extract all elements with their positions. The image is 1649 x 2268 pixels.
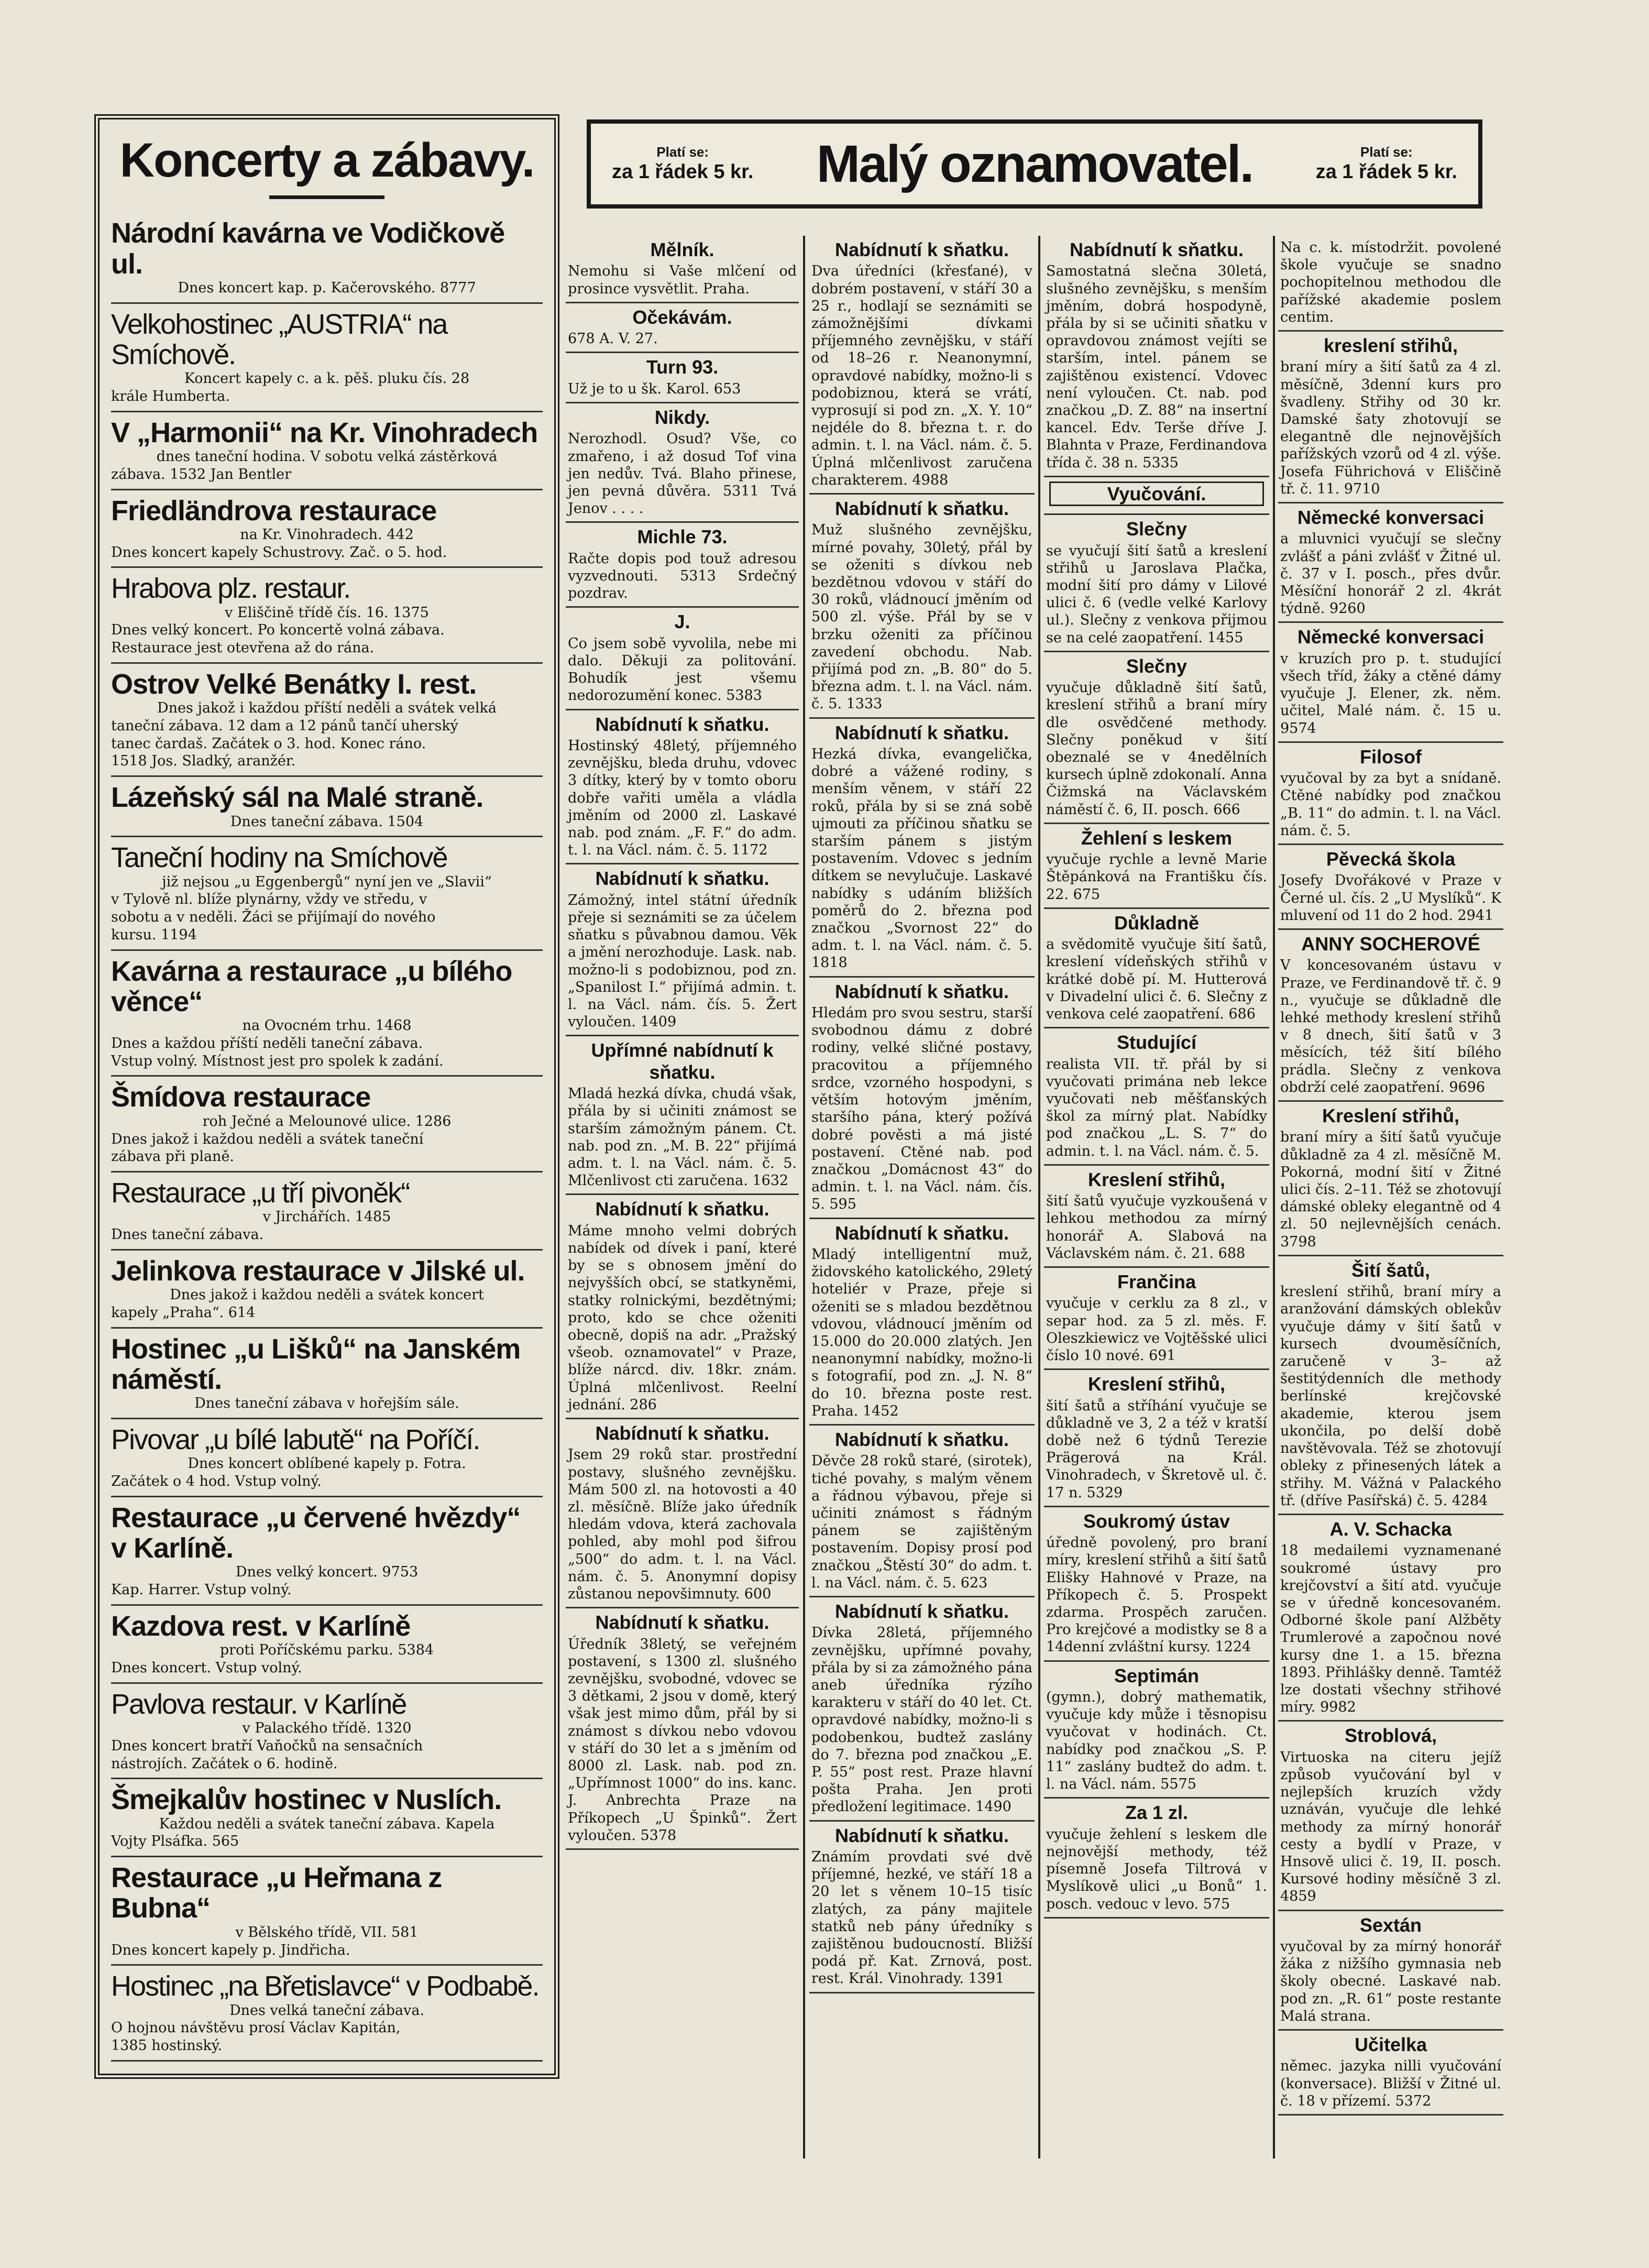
venue-entry [111,213,543,303]
ad-heading: Nabídnutí k sňatku. [595,1612,769,1634]
ad-heading: Kreslení střihů, [1087,1373,1226,1395]
ad-text: (gymn.), dobrý mathematik, vyučuje kdy může i těsnopisu vyučovat v hodinách. Ct. nabídky pod značkou „S. P. 11“ zaslány budtež do adm. t. l. na Václ. nám. 5575 [1046,1689,1267,1793]
venue-detail: Dnes jakož i každou neděli a svátek koncert [170,1287,484,1303]
venue-name: Taneční hodiny na Smíchově [111,842,447,874]
ad-heading: Vyučování. [1049,481,1264,506]
venue-detail: Dnes koncert kapely Schustrovy. Zač. o 5. hod. [111,544,447,561]
venue-detail: Restaurace jest otevřena až do rána. [111,640,375,656]
classified-ad [1044,515,1269,652]
venue-detail: dnes taneční hodina. V sobotu velká zástěrková [156,448,498,465]
venue-detail: nástrojích. Začátek o 6. hodině. [111,1755,338,1772]
ad-text: V koncesovaném ústavu v Praze, ve Ferdinandově tř. č. 9 n., vyučuje se důkladně dle lehké methody kreslení střihů v 8 dnech, šití šatů v 3 měsících, též šití bílého prádla. Slečny z venkova obdrží celé zaopatření. 9696 [1280,957,1501,1095]
ad-text: Máme mnoho velmi dobrých nabídek od dívek i paní, které by se s obnosem jmění do nejvyšších obcí, se statkyněmi, statky rolnickými, bezdětnými; proto, kdo se chce oženiti obecně, dopiš na adr. „Pražský všeob. oznamovatel“ v Praze, blíže nárcd. div. 18kr. znám. Úplná mlčenlivost. Reelní jednání. 286 [568,1222,797,1413]
venue-name: Hostinec „na Břetislavce“ v Podbabě. [111,1970,539,2002]
ad-heading: Kreslení střihů, [1322,1105,1460,1127]
venue-detail: krále Humberta. [111,388,230,404]
classified-ad [1044,1662,1269,1799]
ad-heading: Nabídnutí k sňatku. [595,713,769,735]
ad-text: Na c. k. místodržit. povolené škole vyučuje se snadno pochopitelnou methodou dle pařížské akademie poslem centim. [1280,239,1501,325]
ad-text: vyučuje rychle a levně Marie Štěpánková na Františku čís. 22. 675 [1046,851,1267,903]
venue-list [111,213,543,2062]
venue-detail: Vstup volný. Místnost jest pro spolek k zadání. [111,1053,444,1069]
ad-text: vyučoval by za mírný honorář žáka z nižšího gymnasia neb školy obecné. Laskavé nab. pod zn. „R. 61“ poste restante Malá strana. [1280,1938,1501,2024]
ad-heading: Nabídnutí k sňatku. [595,1198,769,1220]
ad-text: braní míry a šití šatů vyučuje důkladně za 4 zl. měsíčně M. Pokorná, modní šití v Žitné ulici čís. 2–11. Též se zhotovují dámské obleky elegantně od 4 zl. 50 nejlevnějších cenách. 3798 [1280,1129,1501,1250]
ads-column-2 [809,236,1035,2159]
classified-ad [1044,236,1269,477]
venue-entry [111,304,543,412]
ad-heading: Filosof [1360,746,1422,768]
classified-ad [1278,1515,1503,1722]
venue-entry [111,1419,543,1497]
ad-heading: Nabídnutí k sňatku. [834,980,1009,1002]
venue-entry [111,1966,543,2062]
ad-text: Virtuoska na citeru jejíž způsob vyučování byl v nejlepších kruzích vždy uznáván, vyučuje dle lehké methody za mírný honorář cesty a bydlí v Praze, v Hnsově ulici č. 19, II. posch. Kursové hodiny měsíčně 3 zl. 4859 [1280,1749,1501,1905]
classified-ad [1044,909,1269,1028]
ad-text: kreslení střihů, braní míry a aranžování dámských oblekův vyučuje dámy v šití šatů v kursech dvouměsíčních, zaručeně v 3– až šestitýdenních dle methody berlínské krejčovské akademie, kterou jsem ukončila, po delší době navštěvovala. Též se zhotovují obleky z přinesených látek a střihy. M. Vážná v Palackého tř. (dříve Pasířská) č. 5. 4284 [1280,1284,1501,1509]
ad-text: Mladá hezká dívka, chudá však, přála by si učiniti známost se starším zámožným pánem. Ct. nab. pod zn. „M. B. 22“ přijímá adm. t. l. na Václ. nám. č. 5. Mlčenlivost cti zaručena. 1632 [568,1086,797,1189]
price-note-right-top: Platí se: [1360,144,1413,160]
venue-entry [111,1173,543,1251]
venue-name: Pavlova restaur. v Karlíně [111,1688,406,1720]
venue-detail: Dnes velká taneční zábava. [229,2002,425,2019]
venue-detail: Dnes taneční zábava. [111,1226,264,1243]
classified-ad [1278,236,1503,332]
classified-ad [1278,1102,1503,1256]
venue-name: Velkohostinec „AUSTRIA“ na Smíchově. [111,308,447,370]
venue-name: Pivovar „u bílé labutě“ na Poříčí. [111,1424,480,1455]
ad-heading: Slečny [1126,655,1188,677]
price-note-left-text: za 1 řádek 5 kr. [612,160,754,183]
classified-ad [1044,1370,1269,1507]
price-note-left [612,144,753,184]
ad-heading: Kreslení střihů, [1087,1168,1226,1190]
ad-heading: Mělník. [650,239,714,260]
venue-detail: Dnes koncert. Vstup volný. [111,1660,302,1676]
ad-text: a svědomitě vyučuje šití šatů, kreslení vídeňských střihů v krátké době pí. M. Hutterová v Divadelní ulici č. 6. Slečny z venkova celé zaopatření. 686 [1046,936,1267,1023]
classified-ad [1278,1256,1503,1515]
column-rule [1038,236,1040,2159]
venue-detail: taneční zábava. 12 dam a 12 pánů tančí uherský [111,717,458,734]
ad-text: vyučoval by za byt a snídaně. Ctěné nabídky pod značkou „B. 11“ do admin. t. l. na Václ. nám. č. 5. [1280,770,1501,839]
ad-heading: J. [674,611,690,633]
venue-entry [111,1606,543,1684]
ad-heading: Upřímné nabídnutí k sňatku. [591,1039,774,1083]
venue-name: Restaurace „u červené hvězdy“ v Karlíně. [111,1502,521,1564]
venue-name: Šmejkalův hostinec v Nuslích. [111,1784,502,1816]
ad-text: Hostinský 48letý, příjemného zevnějšku, bleda druhu, vdovec 3 dítky, který by v tomto oboru dobře vařiti uměla a vládla jměním od 2000 zl. Laskavé nab. pod znám. „F. F.“ do adm. t. l. na Václ. nám. č. 5. 1172 [568,737,797,859]
ad-heading: Nabídnutí k sňatku. [834,498,1009,520]
venue-detail: 1385 hostinský. [111,2037,223,2054]
ad-text: Hledám pro svou sestru, starší svobodnou dámu z dobré rodiny, velké sličné postavy, pracovitou a příjemného srdce, vzorného hospodyni, s větším hotovým jměním, staršího pána, který požívá dobré pověsti a má jisté postavení. Ctěné nab. pod značkou „Domácnost 43“ do admin. t. l. na Václ. nám. čís. 5. 595 [811,1005,1032,1213]
classified-ad [566,523,799,608]
ad-heading: kreslení střihů, [1323,335,1458,357]
venue-entry [111,777,543,837]
ad-text: vyučuje v cerklu za 8 zl., v separ hod. za 5 zl. měs. F. Oleszkiewicz ve Vojtěšské ulici číslo 10 nové. 691 [1046,1295,1267,1364]
venue-entry [111,1779,543,1857]
venue-detail: v Palackého třídě. 1320 [242,1720,412,1737]
venue-name: Restaurace „u tří pivoněk“ [111,1177,410,1209]
classified-ad [809,236,1035,495]
ad-text: se vyučují šití šatů a kreslení střihů u Jaroslava Plačka, modní šití pro dámy v Lilové ulici č. 6 (vedle velké Karlovy ul.). Slečny z venkova přijmou se na celé zaopatření. 1455 [1046,542,1267,646]
venue-entry [111,837,543,950]
ad-text: Zámožný, intel státní úředník přeje si seznámiti se za účelem sňatku s půvabnou damou. Věk a jmění nerozhoduje. Lask. nab. možno-li s podobiznou, pod zn. „Spanilost I.“ přijímá admin. t. l. na Václ. nám. čís. 5. Žert vyloučen. 1409 [568,892,797,1031]
venue-detail: Dnes jakož i každou neděli a svátek taneční [111,1131,424,1147]
ad-text: Dívka 28letá, příjemného zevnějšku, upřímné povahy, přála by si za zámožného pána aneb úředníka rýzího karakteru v stáří do 40 let. Ct. opravdové nabídky, možno-li s podobenkou, budtež zaslány do 7. března pod značkou „E. P. 55“ post rest. Praze hlavní pošta Praha. Jen proti předložení legitimace. 1490 [811,1625,1032,1815]
ad-heading: Stroblová, [1344,1725,1437,1747]
classified-ad [1278,623,1503,742]
classified-ad [566,608,799,710]
ad-heading: Nabídnutí k sňatku. [834,239,1009,260]
venue-entry [111,1251,543,1329]
venue-detail: Dnes taneční zábava. 1504 [230,813,424,830]
venue-detail: O hojnou návštěvu prosí Václav Kapitán, [111,2020,401,2036]
ad-text: realista VII. tř. přál by si vyučovati primána neb lekce vyučovati neb měšťanských škol za mírný plat. Nabídky pod značkou „L. S. 7“ do admin. t. l. na Václ. nám. č. 5. [1046,1056,1267,1159]
venue-detail: Dnes velký koncert. 9753 [235,1564,419,1581]
classified-ad [566,403,799,523]
ad-text: úředně povolený, pro braní míry, kreslení střihů a šití šatů Elišky Hahnové v Praze, na Příkopech č. 5. Prospekt zdarma. Prospěch zaručen. Pro krejčové a modistky se 8 a 14denní zvláštní kursy. 1224 [1046,1535,1267,1656]
ads-column-3 [1044,236,1269,2159]
venue-detail: Každou neděli a svátek taneční zábava. Kapela [159,1815,495,1832]
concerts-box [94,114,559,2079]
venue-name: Jelinkova restaurace v Jilské ul. [111,1255,525,1287]
venue-detail: v Jirchářích. 1485 [262,1209,391,1225]
venue-detail: Dnes koncert oblíbené kapely p. Fotra. [188,1455,466,1472]
ad-text: 678 A. V. 27. [568,331,658,347]
venue-detail: na Kr. Vinohradech. 442 [240,526,414,543]
ads-column-4 [1278,236,1503,2159]
classified-ad [566,1419,799,1608]
ad-heading: Nabídnutí k sňatku. [1069,239,1244,260]
ad-heading: Sextán [1359,1914,1422,1936]
ad-heading: Nabídnutí k sňatku. [834,1222,1009,1244]
classifieds-banner [587,119,1482,209]
venue-detail: sobotu a v neděli. Žáci se přijímají do nového [111,909,436,926]
venue-detail: 1518 Jos. Sladký, aranžér. [111,753,296,770]
venue-name: Národní kavárna ve Vodičkově ul. [111,217,505,280]
ad-text: šití šatů a stříhání vyučuje se důkladně ve 3, 2 a též v kratší době než 6 týdnů Terezie Prägerová na Král. Vinohradech, v Škretově ul. č. 17 n. 5329 [1046,1397,1267,1501]
venue-entry [111,1077,543,1173]
venue-entry [111,1684,543,1780]
venue-detail: Vojty Plsáfka. 565 [111,1833,239,1850]
classified-ad [809,719,1035,978]
ad-text: a mluvnici vyučují se slečny zvlášť a páni zvlášť v Žitné ul. č. 37 v I. posch., přes dvůr. Měsíční honorář 2 zl. 4krát týdně. 9260 [1280,531,1501,617]
venue-detail: v Bělského třídě, VII. 581 [235,1924,419,1941]
column-rule [1273,236,1275,2159]
ad-text: šití šatů vyučuje vyzkoušená v lehkou methodou za mírný honorář A. Slabová na Václavském nám. č. 21. 688 [1046,1193,1267,1262]
classified-ad [1044,824,1269,909]
classified-ad [1044,477,1269,515]
venue-entry [111,1497,543,1606]
ad-heading: Učitelka [1354,2033,1427,2055]
title-divider [269,195,384,199]
venue-detail: Dnes taneční zábava v hořejším sále. [194,1395,459,1412]
price-note-right [1316,144,1457,184]
ad-text: Jsem 29 roků star. prostřední postavy, slušného zevnějšku. Mám 500 zl. na hotovosti a 40 zl. měsíčně. Blíže jako úředník hledám vdova, která zachovala pohled, aby mohl pod šifrou „500“ do adm. t. l. na Václ. nám. č. 5. Anonymní dopisy zůstanou nepovšimnuty. 600 [568,1447,797,1603]
venue-detail: tanec čardaš. Začátek o 3. hod. Konec ráno. [111,735,426,752]
venue-entry [111,1857,543,1966]
ad-heading: Nikdy. [654,406,710,428]
ad-text: Úředník 38letý, se veřejném postavení, s 1300 zl. slušného zevnějšku, svobodné, vdovec se 3 dětkami, 2 jsou v domě, který však jest mimo dům, přál by si známost s dívkou nebo vdovou v stáří do 30 let a s jměním od 8000 zl. Lask. nab. pod zn. „Upřímnost 1000“ do ins. kanc. J. Anbrechta Praze na Příkopech „U Špinků“. Žert vyloučen. 5378 [568,1636,797,1844]
ad-heading: Slečny [1126,518,1188,540]
venue-name: Kazdova rest. v Karlíně [111,1610,411,1642]
venue-detail: kursu. 1194 [111,926,197,943]
ad-text: Známím provdati své dvě příjemné, hezké, ve stáří 18 a 20 let s věnem 10–15 tisíc zlatých, za pány majitele statků neb pány úředníky s zajištěnou budoucností. Bližší podá př. Kat. Zrnová, post. rest. Král. Vinohrady. 1391 [811,1848,1032,1987]
classified-ad [1044,1507,1269,1662]
ad-heading: Michle 73. [637,526,728,548]
classified-ad [566,864,799,1036]
ad-text: vyučuje žehlení s leskem dle nejnovější methody, též písemně Josefa Tiltrová v Myslíkově ulici „u Bonů“ 1. posch. vedouc v levo. 575 [1046,1826,1267,1912]
classified-ad [1278,930,1503,1102]
ad-text: Hezká dívka, evangelička, dobré a vážené rodiny, s menším věnem, v stáří 22 roků, přála by si se zná sobě ujmouti za příčinou sňatku se starším pánem s jistým postavením. Vdovec s jedním dítkem se nevylučuje. Laskavé nabídky s udáním bližších poměrů do 2. března pod značkou „Svornost 22“ do adm. t. l. na Václ. nám. č. 5. 1818 [811,746,1032,971]
ad-text: Co jsem sobě vyvolila, nebe mi dalo. Děkuji za politování. Bohudík jest všemu nedorozumění konec. 5383 [568,635,797,704]
ad-heading: Nabídnutí k sňatku. [595,868,769,890]
price-note-right-text: za 1 řádek 5 kr. [1315,160,1457,183]
classified-ad [566,710,799,865]
venue-name: Restaurace „u Heřmana z Bubna“ [111,1862,442,1924]
ad-text: vyučuje důkladně šití šatů, kreslení střihů a braní míry dle osvědčené methody. Slečny poněkud v šití obeznalé se v 4nedělních kursech úplně zdokonalí. Anna Čižmská na Václavském náměstí č. 6, II. posch. 666 [1046,680,1267,818]
venue-detail: zábava při planě. [111,1148,235,1165]
ad-heading: Pěvecká škola [1326,848,1456,870]
classified-ad [1044,652,1269,824]
ad-text: braní míry a šití šatů za 4 zl. měsíčně, 3denní kurs pro švadleny. Střihy od 30 kr. Damské šaty zhotovují se elegantně dle nejnovějších pařížských vzorů od 4 zl. výše. Josefa Führichová v Eliščině tř. č. 11. 9710 [1280,359,1501,497]
venue-detail: Dnes koncert bratří Vaňočků na sensačních [111,1737,423,1754]
venue-detail: Koncert kapely c. a k. pěš. pluku čís. 28 [184,370,470,387]
classifieds-title: Malý oznamovatel. [816,134,1253,193]
classified-ad [1044,1799,1269,1918]
venue-detail: již nejsou „u Eggenbergů“ nyní jen ve „Slavii“ [162,873,492,890]
venue-detail: Kap. Harrer. Vstup volný. [111,1582,292,1598]
ad-heading: Žehlení s leskem [1081,827,1233,849]
venue-detail: v Tylově nl. blíže plynárny, vždy ve středu, v [111,891,427,908]
classified-ad [809,1426,1035,1597]
classified-ad [809,495,1035,719]
venue-name: V „Harmonii“ na Kr. Vinohradech [111,417,538,448]
ad-text: v kruzích pro p. t. studující všech tříd, žáky a ctěné dámy vyučuje J. Elener, zk. něm. učitel, Malé nám. č. 15 u. 9574 [1280,650,1501,737]
ad-heading: Důkladně [1114,912,1200,934]
classified-ad [566,236,799,303]
classified-ad [1044,1028,1269,1166]
classified-ad [566,1036,799,1195]
venue-detail: kapely „Praha“. 614 [111,1304,256,1321]
ads-column-1 [566,236,799,2159]
classified-ad [566,1195,799,1419]
classified-ad [1278,1722,1503,1911]
venue-entry [111,664,543,777]
ad-heading: Šití šatů, [1351,1259,1431,1281]
venue-name: Friedländrova restaurace [111,495,437,527]
classified-ad [1044,1166,1269,1268]
venue-entry [111,951,543,1077]
venue-detail: v Eliščině třídě čís. 16. 1375 [225,604,429,621]
ad-text: němec. jazyka nilli vyučování (konversace). Bližší v Žitné ul. č. 18 v přízemí. 5372 [1280,2058,1501,2109]
ad-heading: Septimán [1114,1664,1200,1686]
venue-name: Ostrov Velké Benátky I. rest. [111,668,477,700]
ad-text: Račte dopis pod touž adresou vyzvednouti. 5313 Srdečný pozdrav. [568,550,797,602]
ad-heading: Frančina [1117,1271,1196,1293]
ad-text: Nemohu si Vaše mlčení od prosince vysvětlit. Praha. [568,263,797,297]
classified-ad [809,978,1035,1219]
ad-heading: Nabídnutí k sňatku. [834,1428,1009,1450]
venue-entry [111,568,543,664]
venue-detail: Začátek o 4 hod. Vstup volný. [111,1473,322,1490]
ad-heading: Německé konversaci [1297,626,1485,648]
ad-heading: Nabídnutí k sňatku. [595,1422,769,1444]
classified-ad [1044,1268,1269,1370]
ad-text: 18 medailemi vyznamenané soukromé ústavy pro krejčovství a šití atd. vyučuje se v úředně koncesovaném. Odborné škole paní Alžběty Trumlerové a započnou nové kursy dne 1. a 15. března 1893. Přihlášky denně. Tamtéž lze dostati všechny střihové míry. 9982 [1280,1542,1501,1716]
column-rule [803,236,805,2159]
classified-ad [1278,1911,1503,2031]
classified-ad [809,1219,1035,1426]
ad-heading: Nabídnutí k sňatku. [834,1600,1009,1622]
ad-text: Nerozhodl. Osud? Vše, co zmařeno, i až dosud Tof vina jen nedův. Tvá. Blaho přinese, jen pevná důvěra. 5311 Tvá Jenov . . . . [568,431,797,517]
venue-detail: zábava. 1532 Jan Bentler [111,466,291,483]
ad-heading: Turn 93. [646,356,719,378]
venue-entry [111,490,543,568]
venue-detail: Dnes koncert kap. p. Kačerovského. 8777 [178,279,476,296]
venue-name: Hrabova plz. restaur. [111,573,350,605]
ad-heading: ANNY SOCHEROVÉ [1301,933,1480,955]
classified-ad [1278,2031,1503,2116]
ad-text: Mladý intelligentní muž, židovského katolického, 29letý hoteliér v Praze, přeje si oženiti se s mladou bezdětnou vdovou, vládnoucí jměním od 15.000 do 20.000 zlatých. Jen neanonymní nabídky, možno-li s fotografií, pod zn. „J. N. 8“ do 10. března poste rest. Praha. 1452 [811,1246,1032,1419]
ad-text: Samostatná slečna 30letá, slušného zevnějšku, s menším jměním, dobrá hospodyně, přála by si se učiniti sňatku v opravdovou známost vejíti se starším, intel. pánem se zajištěnou existencí. Vdovec není vyloučen. Ct. nab. pod značkou „D. Z. 88“ na insertní kancel. Edv. Terše dříve J. Blahnta v Praze, Ferdinandova třída č. 38 n. 5335 [1046,263,1267,471]
classified-ad [809,1597,1035,1822]
price-note-left-top: Platí se: [656,144,709,160]
concerts-title: Koncerty a zábavy. [119,134,534,187]
ad-heading: Soukromý ústav [1083,1510,1230,1532]
venue-name: Lázeňský sál na Malé straně. [111,782,483,814]
classified-ad [1278,332,1503,503]
ad-text: Josefy Dvořákové v Praze v Černé ul. čís. 2 „U Myslíků“. K mluvení od 11 do 2 hod. 2941 [1280,872,1501,924]
venue-detail: proti Poříčskému parku. 5384 [219,1642,434,1659]
classified-ad [566,1608,799,1850]
ad-text: Děvče 28 roků staré, (sirotek), tiché povahy, s malým věnem a řádnou výbavou, přeje si učiniti známost s řádným pánem se zajištěným postavením. Dopisy prosí pod značkou „Štěstí 30“ do adm. t. l. na Václ. nám. č. 5. 623 [811,1453,1032,1591]
classified-ad [1278,503,1503,623]
ad-heading: Za 1 zl. [1125,1802,1189,1824]
ad-heading: A. V. Schacka [1329,1518,1452,1540]
ad-heading: Nabídnutí k sňatku. [834,1824,1009,1846]
venue-detail: Dnes velký koncert. Po koncertě volná zábava. [111,622,445,639]
venue-detail: Dnes jakož i každou příští neděli a svátek velká [157,700,497,717]
classified-ad [809,1822,1035,1993]
venue-detail: roh Ječné a Melounové ulice. 1286 [202,1113,452,1130]
classified-ad [1278,845,1503,930]
ad-text: Dva úředníci (křesťané), v dobrém postavení, v stáří 30 a 25 r., hodlají se seznámiti se zámožnějšími dívkami příjemného zevnějšku, v stáří od 18–26 r. Neanonymní, opravdové nabídky, možno-li s podobiznou, která se vrátí, vyprosují si pod zn. „X. Y. 10“ nejdéle do 8. března t. r. do admin. t. l. na Václ. nám. č. 5. Úplná mlčenlivost zaručena charakterem. 4988 [811,263,1032,488]
ad-heading: Německé konversaci [1297,507,1485,529]
venue-detail: Dnes a každou příští neděli taneční zábava. [111,1035,423,1051]
ad-heading: Studující [1117,1032,1196,1054]
ad-text: Už je to u šk. Karol. 653 [568,380,741,397]
classified-ad [1278,743,1503,845]
venue-entry [111,412,543,490]
venue-detail: na Ovocném trhu. 1468 [242,1017,412,1034]
ad-heading: Nabídnutí k sňatku. [834,721,1009,743]
classified-ad [566,353,799,403]
ad-heading: Očekávám. [632,306,732,328]
venue-name: Kavárna a restaurace „u bílého věnce“ [111,955,512,1017]
venue-name: Hostinec „u Lišků“ na Janském náměstí. [111,1333,521,1395]
venue-entry [111,1329,543,1419]
ad-text: Muž slušného zevnějšku, mírné povahy, 30letý, přál by se oženiti s dívkou neb bezdětnou vdovou v stáří do 30 roků, vládnoucí jměním od 500 zl. výše. Přál by se v brzku oženiti za příčinou zavedení obchodu. Nab. přijímá pod zn. „B. 80“ do 5. března adm. t. l. na Václ. nám. č. 5. 1333 [811,522,1032,713]
venue-name: Šmídova restaurace [111,1081,371,1113]
classified-ad [566,303,799,354]
venue-detail: Dnes koncert kapely p. Jindřicha. [111,1942,350,1958]
